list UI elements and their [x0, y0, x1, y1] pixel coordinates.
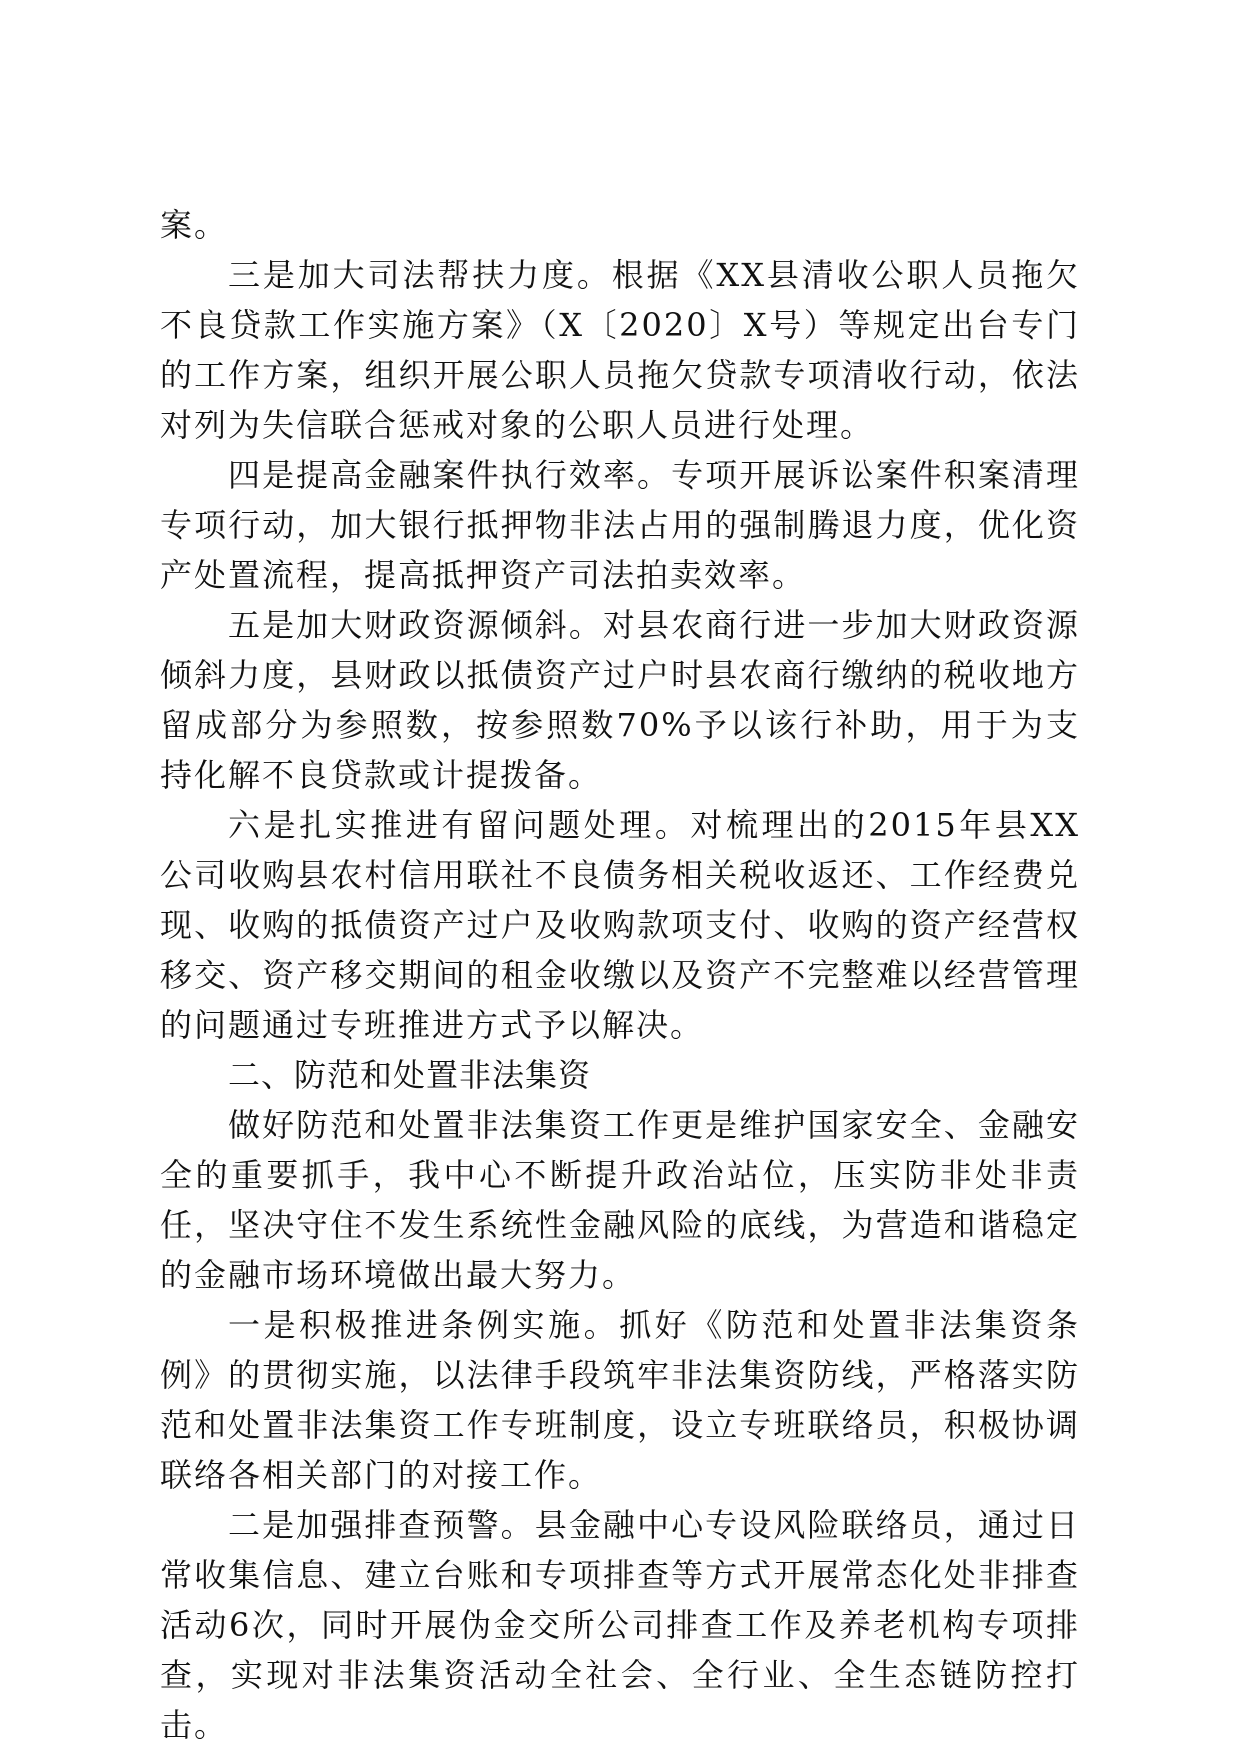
document-body — [160, 200, 1080, 1750]
paragraph-case-execution: 四是提高金融案件执行效率。专项开展诉讼案件积案清理专项行动，加大银行抵押物非法占用的强制腾退力度，优化资产处置流程，提高抵押资产司法拍卖效率。 — [160, 456, 1080, 594]
paragraph-legacy-issues: 六是扎实推进有留问题处理。对梳理出的2015年县XX公司收购县农村信用联社不良债务相关税收返还、工作经费兑现、收购的抵债资产过户及收购款项支付、收购的资产经营权移交、资产移交期间的租金收缴以及资产不完整难以经营管理的问题通过专班推进方式予以解决。 — [160, 806, 1080, 1044]
paragraph-fiscal-resources: 五是加大财政资源倾斜。对县农商行进一步加大财政资源倾斜力度，县财政以抵债资产过户时县农商行缴纳的税收地方留成部分为参照数，按参照数70%予以该行补助，用于为支持化解不良贷款或计提拨备。 — [160, 606, 1080, 794]
paragraph-continuation: 案。 — [160, 206, 229, 244]
paragraph-section-intro: 做好防范和处置非法集资工作更是维护国家安全、金融安全的重要抓手，我中心不断提升政治站位，压实防非处非责任，坚决守住不发生系统性金融风险的底线，为营造和谐稳定的金融市场环境做出最大努力。 — [160, 1106, 1080, 1294]
section-heading-illegal-fundraising: 二、防范和处置非法集资 — [228, 1056, 592, 1094]
paragraph-screening-warning: 二是加强排查预警。县金融中心专设风险联络员，通过日常收集信息、建立台账和专项排查等方式开展常态化处非排查活动6次，同时开展伪金交所公司排查工作及养老机构专项排查，实现对非法集资活动全社会、全行业、全生态链防控打击。 — [160, 1506, 1080, 1744]
paragraph-regulation-implementation: 一是积极推进条例实施。抓好《防范和处置非法集资条例》的贯彻实施，以法律手段筑牢非法集资防线，严格落实防范和处置非法集资工作专班制度，设立专班联络员，积极协调联络各相关部门的对接工作。 — [160, 1306, 1080, 1494]
paragraph-judicial-support: 三是加大司法帮扶力度。根据《XX县清收公职人员拖欠不良贷款工作实施方案》（X〔2020〕X号）等规定出台专门的工作方案，组织开展公职人员拖欠贷款专项清收行动，依法对列为失信联合惩戒对象的公职人员进行处理。 — [160, 256, 1080, 444]
